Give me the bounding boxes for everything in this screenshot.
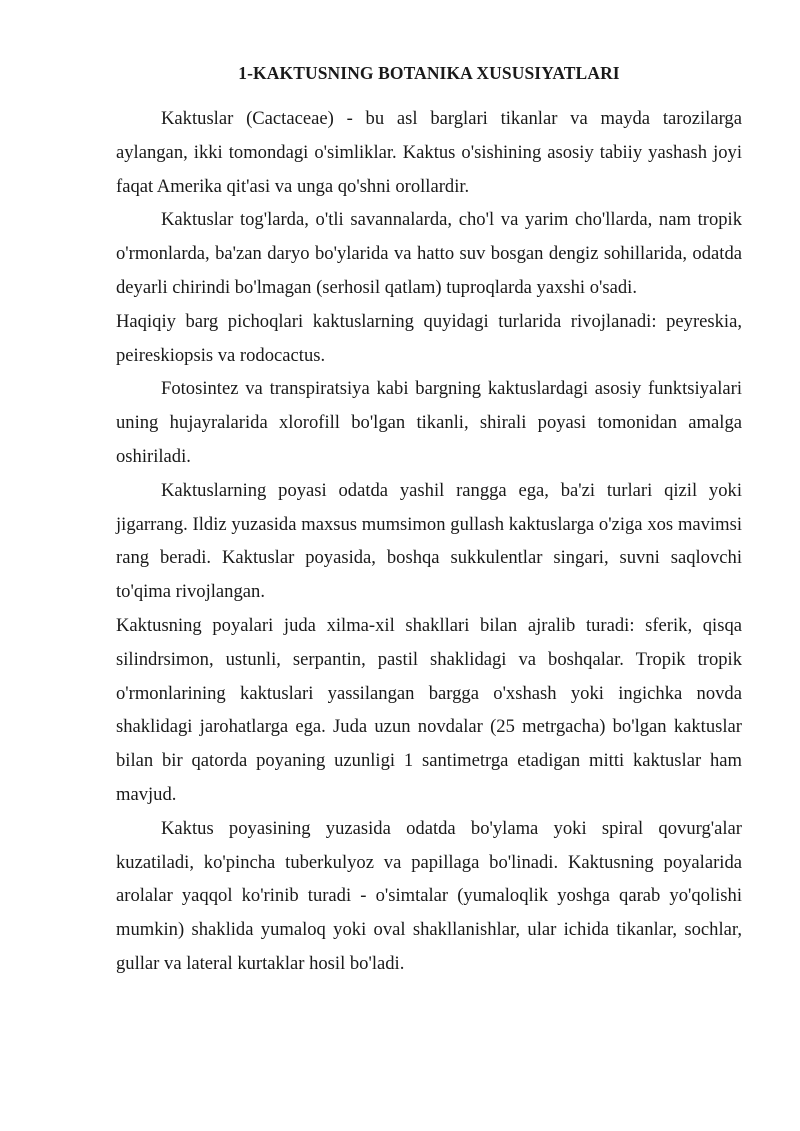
paragraph: Kaktuslar tog'larda, o'tli savannalarda, cho'l va yarim cho'llarda, nam tropik o'rmonlarda, ba'zan daryo bo'ylarida va hatto suv bosgan dengiz sohillarida, odatda deyarli chirindi bo'lmagan (serhosil qatlam) tuproqlarda yaxshi o'sadi. xyxy=(116,209,742,298)
paragraph: Haqiqiy barg pichoqlari kaktuslarning quyidagi turlarida rivojlanadi: peyreskia, peireskiopsis va rodocactus. xyxy=(116,310,742,366)
paragraph: Kaktusning poyalari juda xilma-xil shakllari bilan ajralib turadi: sferik, qisqa silindrsimon, ustunli, serpantin, pastil shaklidagi va boshqalar. Tropik tropik o'rmonlarining kaktuslari yassilangan bargga o'xshash yoki ingichka novda shaklidagi jarohatlarga ega. Juda uzun novdalar (25 metrgacha) bo'lgan kaktuslar bilan bir qatorda poyaning uzunligi 1 santimetrga etadigan mitti kaktuslar ham mavjud. xyxy=(116,614,742,805)
paragraph: Kaktuslar (Cactaceae) - bu asl barglari tikanlar va mayda tarozilarga aylangan, ikki tomondagi o'simliklar. Kaktus o'sishining asosiy tabiiy yashash joyi faqat Amerika qit'asi va unga qo'shni orollardir. xyxy=(116,108,742,197)
paragraph: Kaktuslarning poyasi odatda yashil rangga ega, ba'zi turlari qizil yoki jigarrang. Ildiz yuzasida maxsus mumsimon gullash kaktuslarga o'ziga xos mavimsi rang beradi. Kaktuslar poyasida, boshqa sukkulentlar singari, suvni saqlovchi to'qima rivojlangan. xyxy=(116,479,742,603)
document-page xyxy=(116,58,742,981)
document-title: 1-KAKTUSNING BOTANIKA XUSUSIYATLARI xyxy=(238,63,620,83)
paragraph: Kaktus poyasining yuzasida odatda bo'ylama yoki spiral qovurg'alar kuzatiladi, ko'pincha tuberkulyoz va papillaga bo'linadi. Kaktusning poyalarida arolalar yaqqol ko'rinib turadi - o'simtalar (yumaloqlik yoshga qarab yo'qolishi mumkin) shaklida yumaloq yoki oval shakllanishlar, ular ichida tikanlar, sochlar, gullar va lateral kurtaklar hosil bo'ladi. xyxy=(116,817,742,974)
paragraph: Fotosintez va transpiratsiya kabi bargning kaktuslardagi asosiy funktsiyalari uning hujayralarida xlorofill bo'lgan tikanli, shirali poyasi tomonidan amalga oshiriladi. xyxy=(116,378,742,467)
